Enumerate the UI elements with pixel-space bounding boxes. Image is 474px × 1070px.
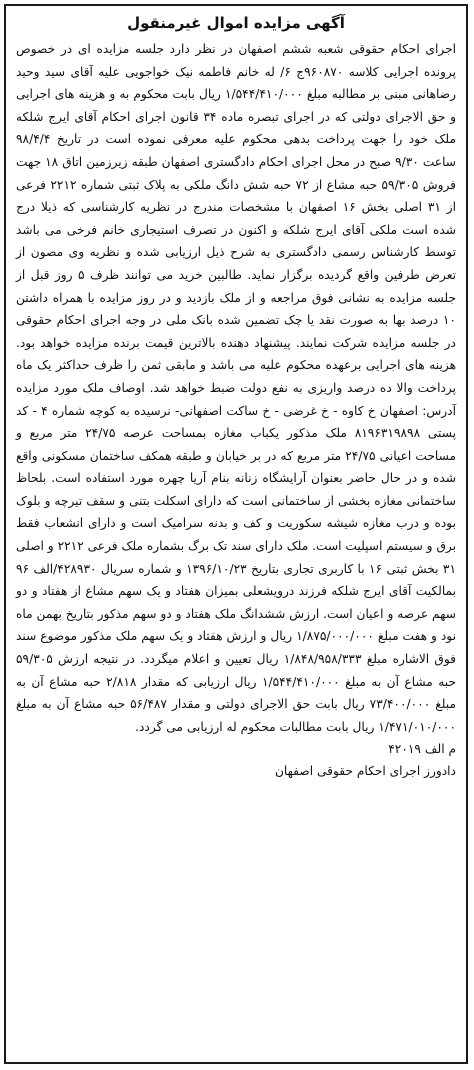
notice-title: آگهی مزایده اموال غیرمنقول <box>127 14 345 32</box>
notice-body: اجرای احکام حقوقی شعبه ششم اصفهان در نظر دارد جلسه مزایده ای در خصوص پرونده اجرایی کلاسه ۹۶۰۸۷۰ج ۶/ له خانم فاطمه نیک خواجویی علیه آقای سید وحید رضاهانی مبنی بر مطالبه مبلغ ۱/۵۴۴/۴۱۰/۰۰۰ ریال بابت محکوم به و هزینه های اجرایی و حق الاجرای دولتی که در اجرای تبصره ماده ۳۴ قانون اجرای احکام آقای ایرج شلکه ملک خود را جهت پرداخت بدهی محکوم علیه معرفی نموده است در تاریخ ۹۸/۴/۴ ساعت ۹/۳۰ صبح در محل اجرای احکام دادگستری اصفهان طبقه زیرزمین اتاق ۱۸ جهت فروش ۵۹/۳۰۵ حبه مشاع از ۷۲ حبه شش دانگ ملکی به پلاک ثبتی شماره ۲۲۱۲ فرعی از ۳۱ اصلی بخش ۱۶ اصفهان با مشخصات مندرج در نظریه کارشناسی که ذیلا درج شده است ملکی آقای ایرج شلکه و اکنون در تصرف استیجاری خانم فرخی می باشد توسط کارشناس رسمی دادگستری به شرح ذیل ارزیابی شده و نظریه وی مصون از تعرض طرفین واقع گردیده برگزار نماید. طالبین خرید می توانند ظرف ۵ روز قبل از جلسه مزایده به نشانی فوق مراجعه و از ملک بازدید و در روز مزایده با همراه داشتن ۱۰ درصد بها به صورت نقد یا چک تضمین شده بانک ملی در وجه اجرای احکام حقوقی در جلسه مزایده شرکت نمایند. پیشنهاد دهنده بالاترین قیمت برنده مزایده خواهد بود. هزینه های اجرایی برعهده محکوم علیه می باشد و مابقی ثمن را ظرف حداکثر یک ماه پرداخت والا ده درصد واریزی به نفع دولت ضبط خواهد شد. اوصاف ملک مورد مزایده آدرس: اصفهان خ کاوه - خ غرضی - خ ساکت اصفهانی- نرسیده به کوچه شماره ۴ - کد پستی ۸۱۹۶۳۱۹۸۹۸ ملک مذکور یکباب مغازه بمساحت عرصه ۲۴/۷۵ متر مربع و مساحت اعیانی ۲۴/۷۵ متر مربع که در بر خیابان و طبقه همکف ساختمان مسکونی واقع شده و در حال حاضر بعنوان آرایشگاه زنانه بنام آریا چهره مورد استفاده است. بلحاظ ساختمانی مغازه بخشی از ساختمانی است که دارای اسکلت بتنی و سقف تیرچه و بلوک بوده و درب مغازه شیشه سکوریت و کف و بدنه سرامیک است و دارای انشعاب فقط برق و سیستم اسپلیت است. ملک دارای سند تک برگ بشماره ملک فرعی ۲۲۱۲ و اصلی ۳۱ بخش ثبتی ۱۶ با کاربری تجاری بتاریخ ۱۳۹۶/۱۰/۲۳ و شماره سریال ۴۲۸۹۳۰/الف ۹۶ بمالکیت آقای ایرج شلکه فرزند درویشعلی بمیزان هفتاد و یک سهم مشاع از هفتاد و دو سهم عرصه و اعیان است. ارزش ششدانگ ملک هفتاد و دو سهم مذکور بتاریخ بهمن ماه نود و هفت مبلغ ۱/۸۷۵/۰۰۰/۰۰۰ ریال و ارزش هفتاد و یک سهم ملک مذکور موضوع سند فوق الاشاره مبلغ ۱/۸۴۸/۹۵۸/۳۳۳ ریال تعیین و اعلام میگردد. در نتیجه ارزش ۵۹/۳۰۵ حبه مشاع آن به مبلغ ۱/۵۴۴/۴۱۰/۰۰۰ ریال ارزیابی که مقدار ۲/۸۱۸ حبه مشاع آن به مبلغ ۷۳/۴۰۰/۰۰۰ ریال بابت حق الاجرای دولتی و مقدار ۵۶/۴۸۷ حبه مشاع آن به مبلغ ۱/۴۷۱/۰۱۰/۰۰۰ ریال بابت مطالبات محکوم له ارزیابی می گردد. <box>16 42 457 734</box>
notice-signature: دادورز اجرای احکام حقوقی اصفهان <box>274 764 456 779</box>
notice-reference-code: م الف ۴۲۰۱۹ <box>388 742 456 757</box>
notice-frame <box>4 4 468 1064</box>
